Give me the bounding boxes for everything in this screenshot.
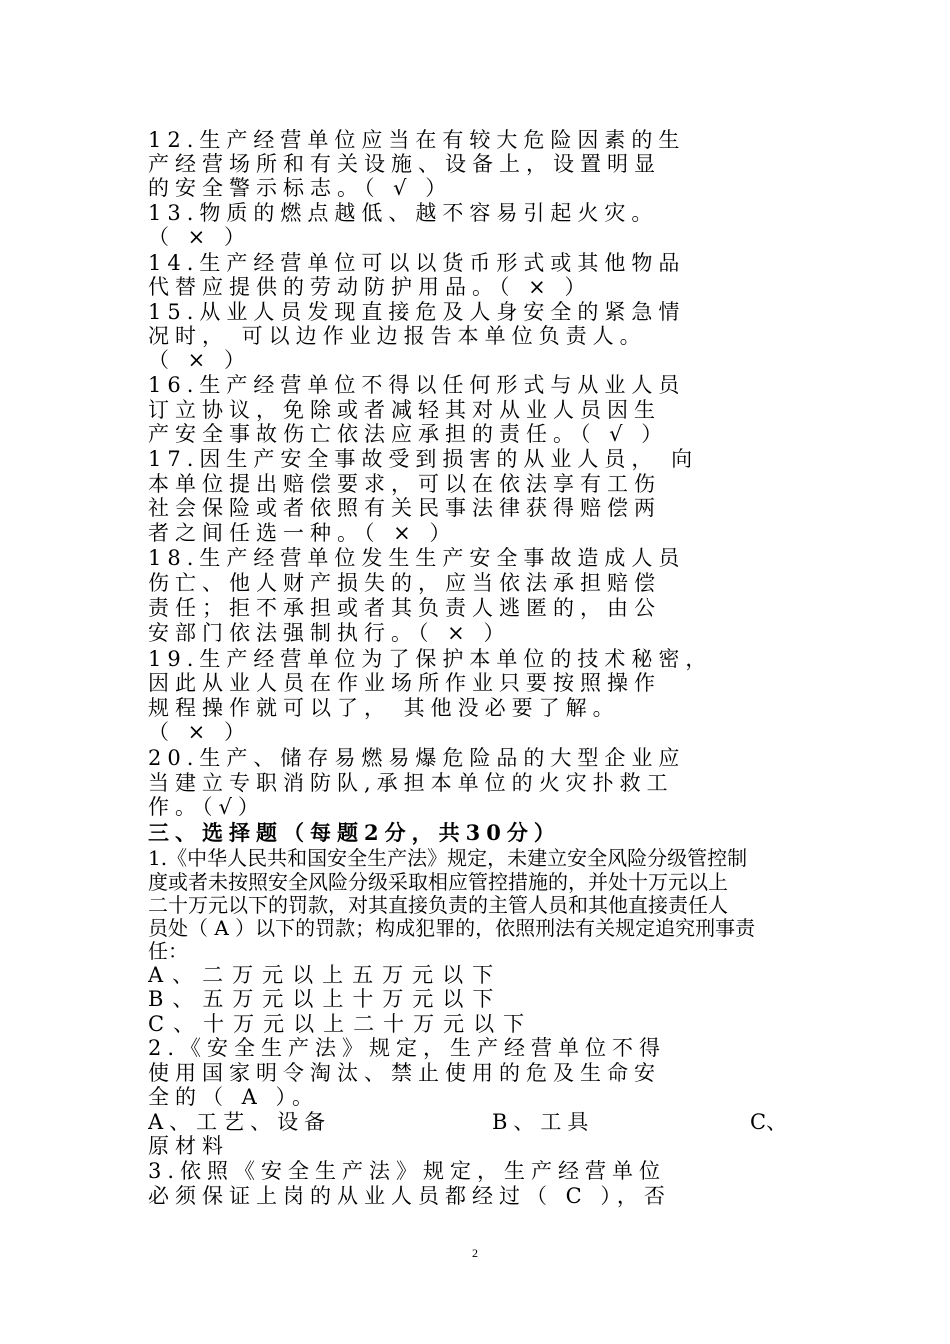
item-20-line-1: 20.生产、储存易燃易爆危险品的大型企业应 [148, 746, 686, 770]
q2-option-b: B、工具 [492, 1110, 595, 1134]
section-heading: 三、选择题（每题2分，共30分） [148, 820, 561, 845]
q2-option-a: A、工艺、设备 [148, 1110, 332, 1134]
item-12-line-3: 的安全警示标志。（ √ ） [148, 176, 453, 200]
item-17-line-4: 者之间任选一种。（ × ） [148, 521, 457, 545]
item-15-line-3: （ × ） [148, 348, 251, 372]
q3-line-1: 3.依照《安全生产法》规定，生产经营单位 [148, 1159, 667, 1183]
q1-line-5: 任： [148, 939, 188, 963]
item-18-line-4: 安部门依法强制执行。（ × ） [148, 621, 511, 645]
item-18-line-2: 伤亡、他人财产损失的，应当依法承担赔偿 [148, 571, 661, 595]
item-14-line-1: 14.生产经营单位可以以货币形式或其他物品 [148, 251, 686, 275]
item-17-line-2: 本单位提出赔偿要求，可以在依法享有工伤 [148, 472, 661, 496]
q1-line-1: 1.《中华人民共和国安全生产法》规定，未建立安全风险分级管控制 [148, 846, 748, 870]
item-17-line-3: 社会保险或者依照有关民事法律获得赔偿两 [148, 496, 661, 520]
q1-option-a: A、二万元以上五万元以下 [148, 963, 503, 987]
item-16-line-3: 产安全事故伤亡依法应承担的责任。（ √ ） [148, 422, 669, 446]
item-13-line-1: 13.物质的燃点越低、越不容易引起火灾。 [148, 201, 659, 225]
q2-line-1: 2.《安全生产法》规定，生产经营单位不得 [148, 1036, 667, 1060]
item-19-line-3: 规程操作就可以了， 其他没必要了解。 [148, 696, 620, 720]
q2-line-2: 使用国家明令淘汰、禁止使用的危及生命安 [148, 1061, 661, 1085]
q1-line-3: 二十万元以下的罚款，对其直接负责的主管人员和其他直接责任人 [148, 893, 728, 917]
q1-option-b: B、五万元以上十万元以下 [148, 987, 503, 1011]
item-15-line-2: 况时， 可以边作业边报告本单位负责人。 [148, 324, 647, 348]
item-20-line-2: 当建立专职消防队,承担本单位的火灾扑救工 [148, 771, 674, 795]
item-18-line-3: 责任；拒不承担或者其负责人逃匿的，由公 [148, 596, 661, 620]
item-12-line-2: 产经营场所和有关设施、设备上，设置明显 [148, 152, 661, 176]
item-18-line-1: 18.生产经营单位发生生产安全事故造成人员 [148, 546, 686, 570]
q1-line-2: 度或者未按照安全风险分级采取相应管控措施的，并处十万元以上 [148, 870, 728, 894]
q1-option-c: C、十万元以上二十万元以下 [148, 1012, 534, 1036]
item-17-line-1: 17.因生产安全事故受到损害的从业人员， 向 [148, 447, 699, 471]
item-20-line-3: 作。（√） [148, 795, 265, 819]
q2-option-c: C、 [750, 1110, 788, 1134]
item-19-line-1: 19.生产经营单位为了保护本单位的技术秘密， [148, 647, 713, 671]
q1-line-4: 员处（ A ）以下的罚款；构成犯罪的，依照刑法有关规定追究刑事责 [148, 916, 756, 940]
item-16-line-1: 16.生产经营单位不得以任何形式与从业人员 [148, 373, 686, 397]
page-number: 2 [472, 1246, 478, 1260]
item-19-line-4: （ × ） [148, 720, 251, 744]
item-14-line-2: 代替应提供的劳动防护用品。（ × ） [148, 275, 592, 299]
item-16-line-2: 订立协议，免除或者减轻其对从业人员因生 [148, 398, 661, 422]
q2-line-3: 全的（ A ）。 [148, 1085, 320, 1109]
q3-line-2: 必须保证上岗的从业人员都经过（ C ），否 [148, 1184, 671, 1208]
item-13-line-2: （ × ） [148, 225, 251, 249]
item-12-line-1: 12.生产经营单位应当在有较大危险因素的生 [148, 128, 686, 152]
item-19-line-2: 因此从业人员在作业场所作业只要按照操作 [148, 671, 661, 695]
item-15-line-1: 15.从业人员发现直接危及人身安全的紧急情 [148, 300, 686, 324]
q2-option-c-continued: 原材料 [148, 1134, 229, 1158]
